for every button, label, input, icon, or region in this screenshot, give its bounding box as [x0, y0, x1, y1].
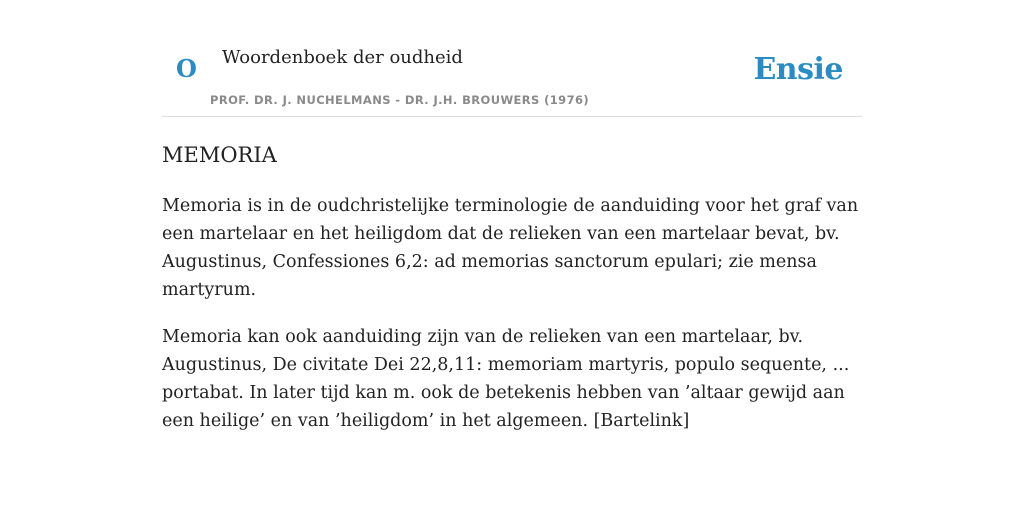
authors-line: PROF. DR. J. NUCHELMANS - DR. J.H. BROUWERS (1976): [210, 93, 590, 107]
work-title[interactable]: Woordenboek der oudheid: [222, 47, 463, 68]
headword: MEMORIA: [162, 143, 277, 167]
index-letter[interactable]: O: [176, 54, 197, 83]
book-header: [162, 36, 862, 117]
article-paragraph: Memoria kan ook aanduiding zijn van de relieken van een martelaar, bv. Augustinus, De civitate Dei 22,8,11: memoriam martyris, populo sequente, ... portabat. In later tijd kan m. ook de betekenis hebben van ’altaar gewijd aan een heilige’ en van ’heiligdom’ in het algemeen. [Bartelink]: [162, 327, 850, 431]
article-paragraph: Memoria is in de oudchristelijke terminologie de aanduiding voor het graf van een martelaar en het heiligdom dat de relieken van een martelaar bevat, bv. Augustinus, Confessiones 6,2: ad memorias sanctorum epulari; zie mensa martyrum.: [162, 196, 859, 300]
ensie-logo-link[interactable]: Ensie: [753, 52, 843, 87]
article: [162, 138, 862, 435]
